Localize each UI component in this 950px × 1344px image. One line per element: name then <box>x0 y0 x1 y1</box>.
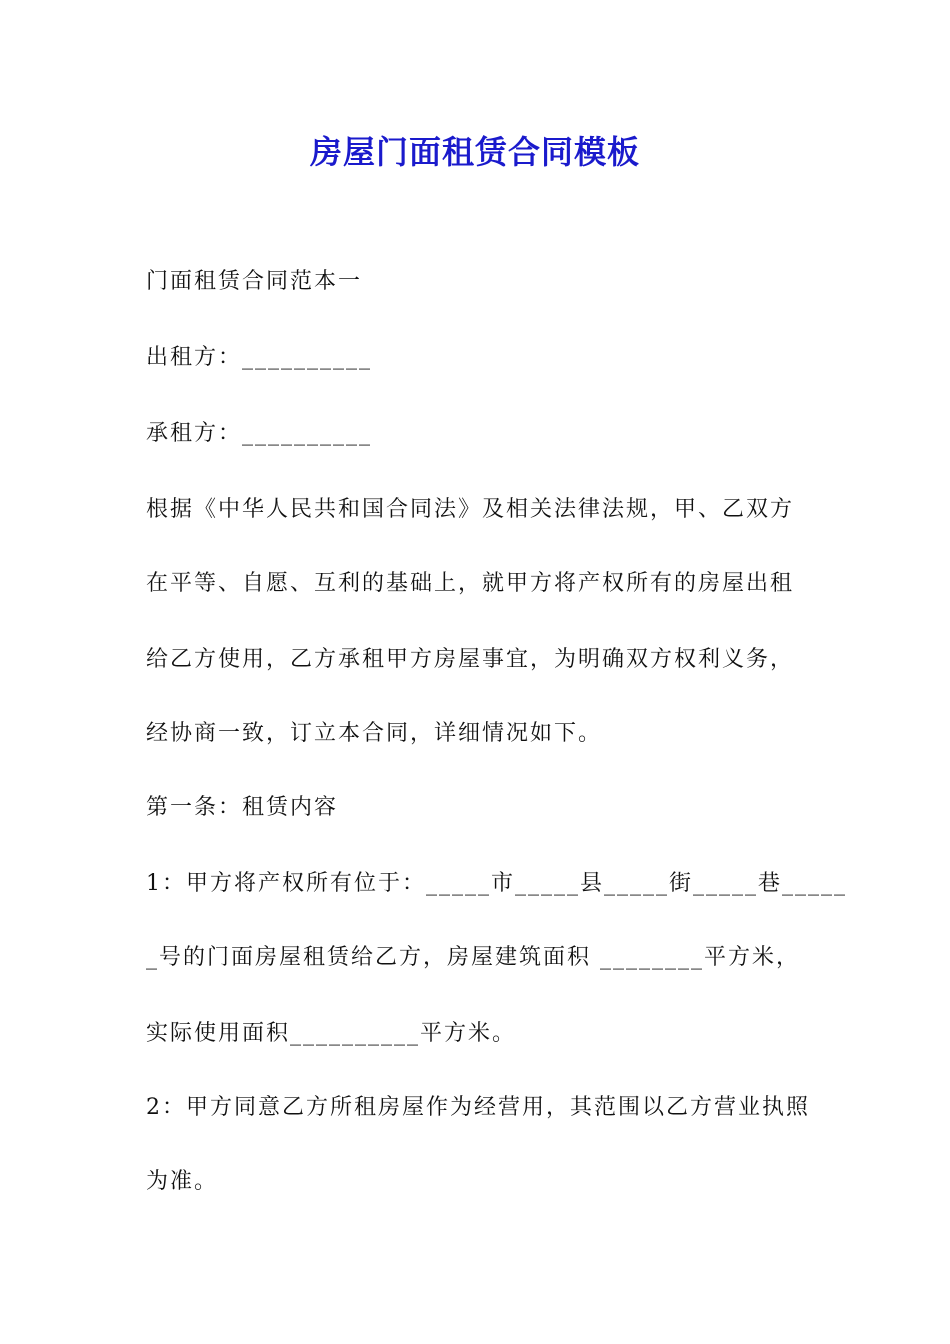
paragraph-line: 根据《中华人民共和国合同法》及相关法律法规，甲、乙双方 <box>146 497 795 522</box>
clause-line: 实际使用面积__________平方米。 <box>146 1021 517 1046</box>
clause-line: 1：甲方将产权所有位于：_____市_____县_____街_____巷_____ <box>146 871 847 896</box>
paragraph-line: 经协商一致，订立本合同，详细情况如下。 <box>146 721 603 746</box>
paragraph-line: 给乙方使用，乙方承租甲方房屋事宜，为明确双方权利义务， <box>146 647 795 672</box>
clause-line: 2：甲方同意乙方所租房屋作为经营用，其范围以乙方营业执照 <box>146 1095 810 1120</box>
section-heading: 门面租赁合同范本一 <box>146 269 363 294</box>
clause-line: _号的门面房屋租赁给乙方，房屋建筑面积 ________平方米， <box>146 945 800 970</box>
paragraph-line: 在平等、自愿、互利的基础上，就甲方将产权所有的房屋出租 <box>146 571 795 596</box>
document-title: 房屋门面租赁合同模板 <box>309 133 640 171</box>
lessee-line: 承租方：__________ <box>146 421 373 446</box>
lessor-line: 出租方：__________ <box>146 345 373 370</box>
clause-line: 为准。 <box>146 1169 219 1194</box>
article-heading: 第一条：租赁内容 <box>146 795 339 820</box>
